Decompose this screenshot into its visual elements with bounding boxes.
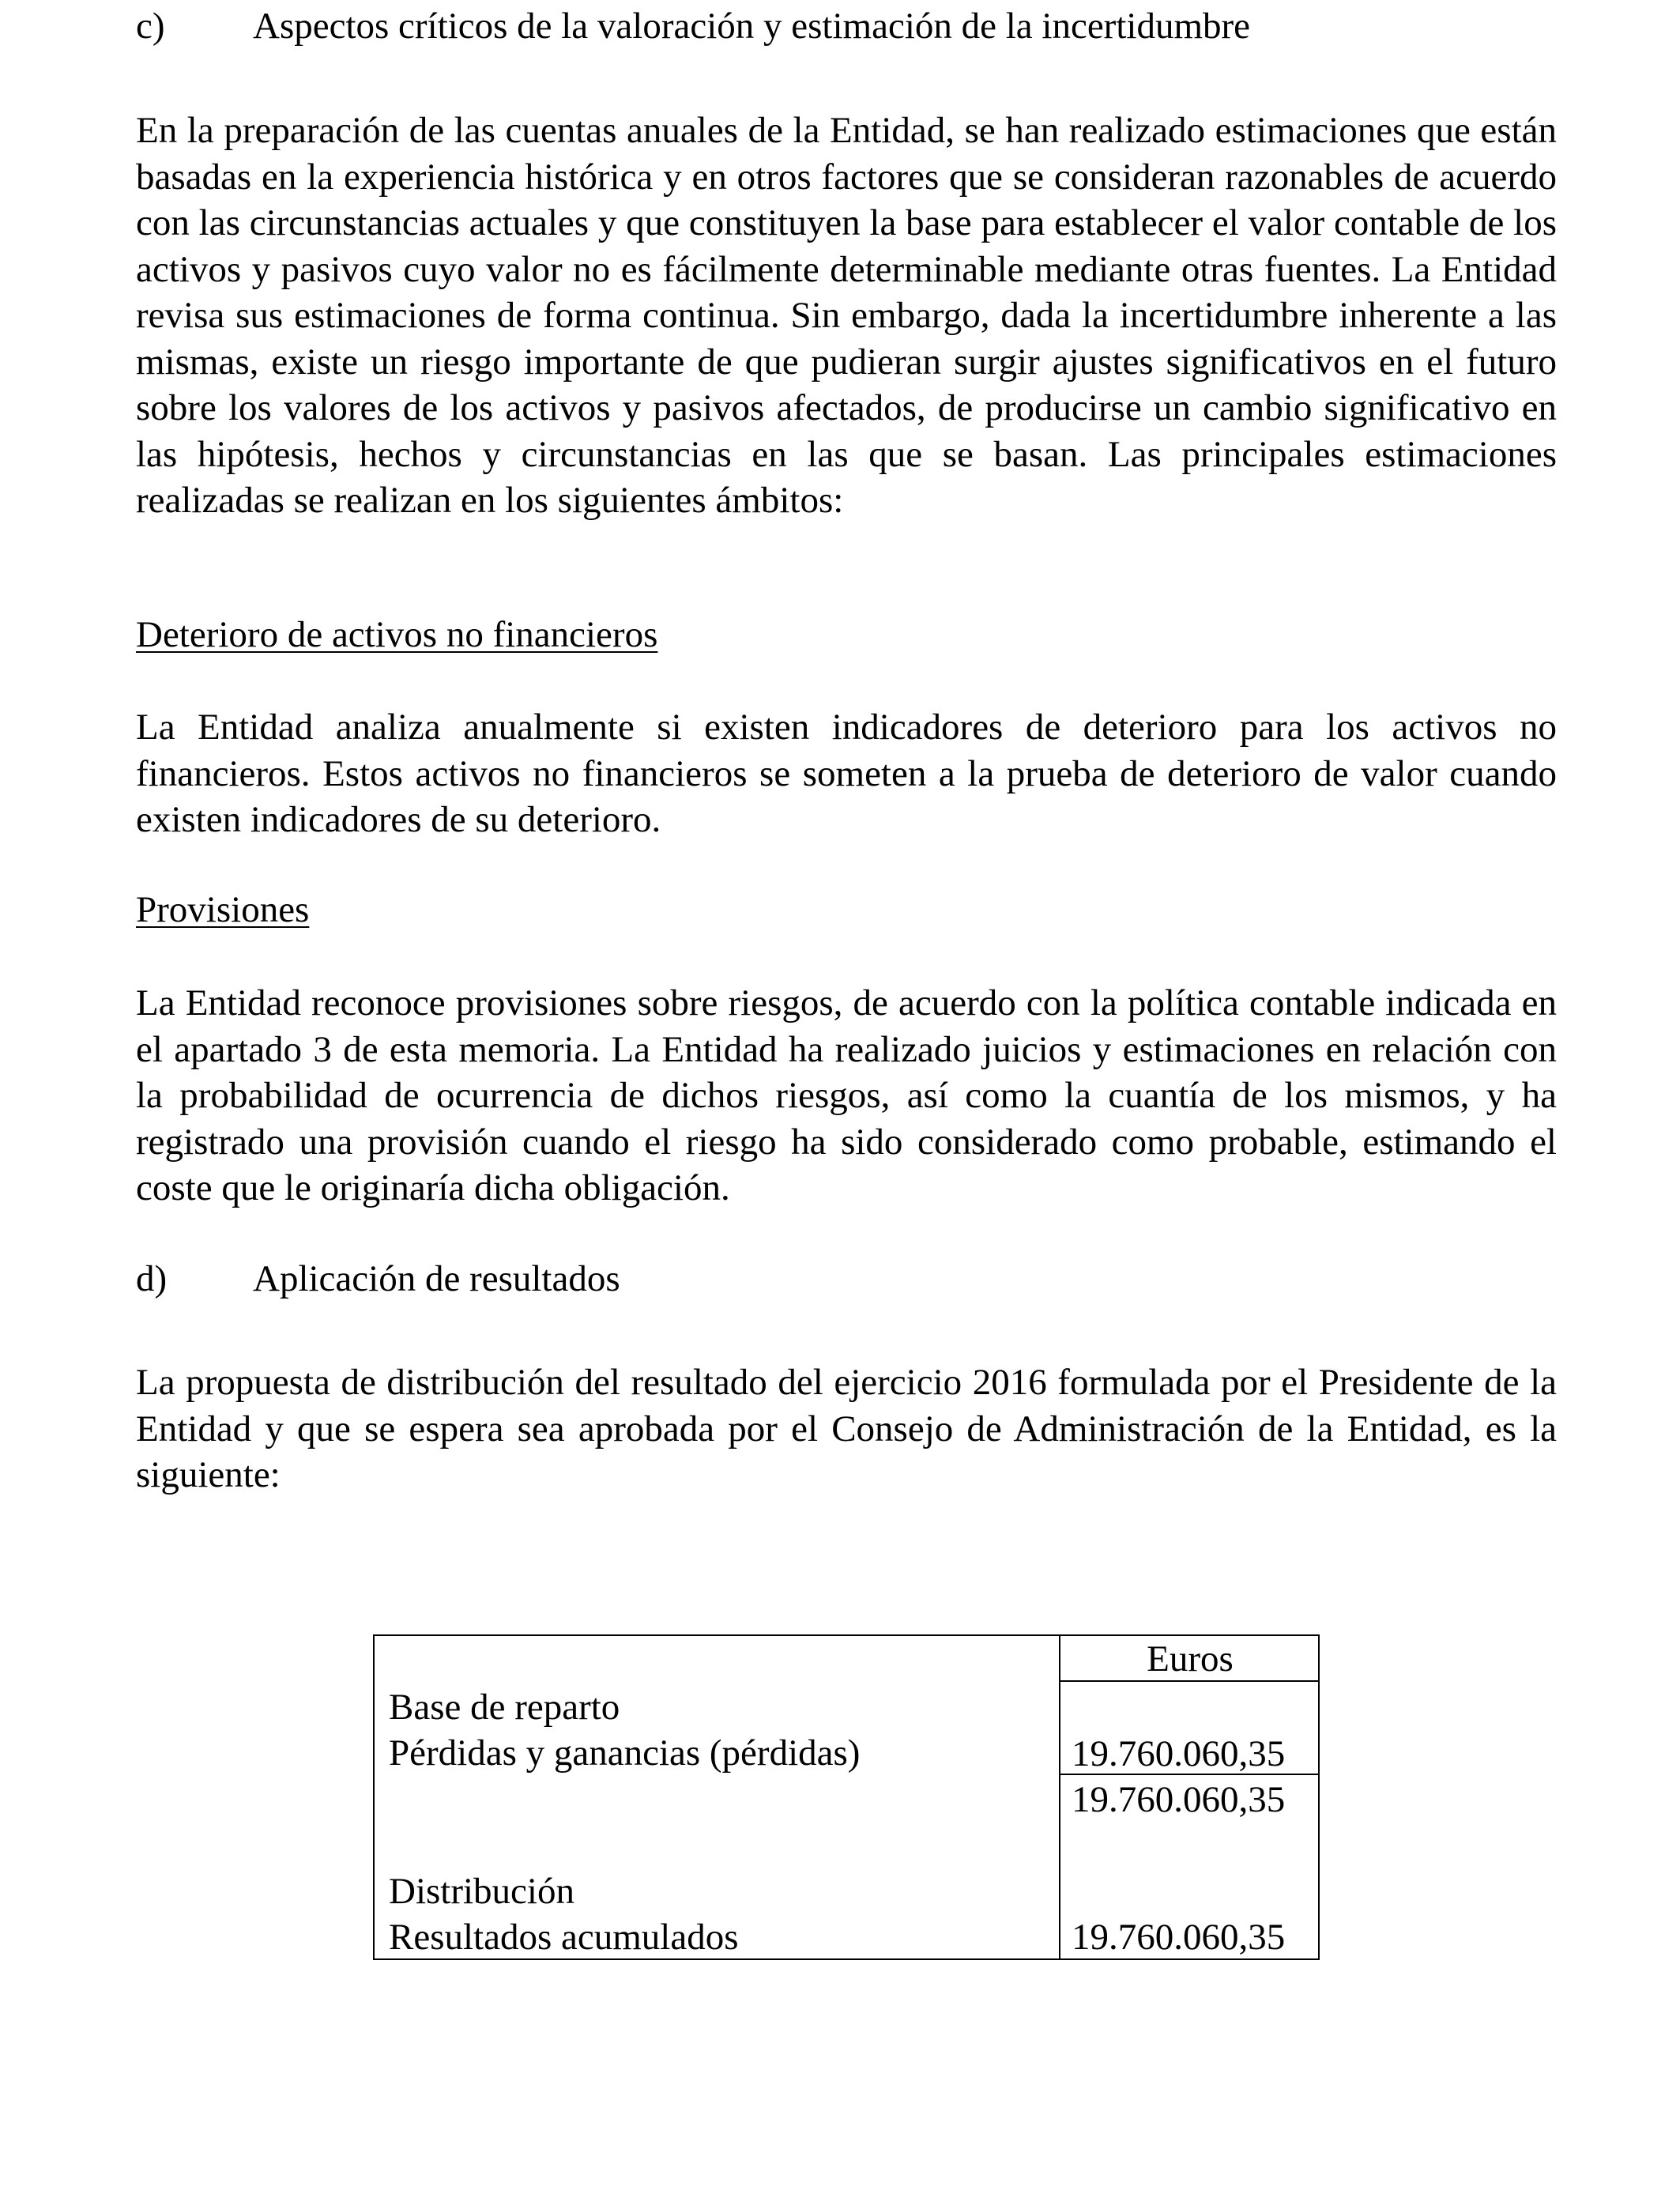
resultados-acumulados-amount: 19.760.060,35 <box>1072 1917 1286 1958</box>
section-d-number: d) <box>136 1258 168 1299</box>
perdidas-ganancias-amount: 19.760.060,35 <box>1072 1733 1286 1774</box>
section-c-paragraph: En la preparación de las cuentas anuales de la Entidad, se han realizado estimaciones que están basadas en la experiencia histórica y en otros factores que se consideran razonables de acuerdo con las circunstancias actuales y que constituyen la base para establecer el valor contable de los activos y pasivos cuyo valor no es fácilmente determinable mediante otras fuentes. La Entidad revisa sus estimaciones de forma continua. Sin embargo, dada la incertidumbre inherente a las mismas, existe un riesgo importante de que pudieran surgir ajustes significativos en el futuro sobre los valores de los activos y pasivos afectados, de producirse un cambio significativo en las hipótesis, hechos y circunstancias en las que se basan. Las principales estimaciones realizadas se realizan en los siguientes ámbitos: <box>136 110 1557 521</box>
resultados-acumulados-label: Resultados acumulados <box>389 1917 739 1958</box>
section-c-title: Aspectos críticos de la valoración y estimación de la incertidumbre <box>253 6 1251 47</box>
section-c-heading <box>136 3 1250 49</box>
results-table <box>373 1634 1320 1960</box>
section-d-paragraph: La propuesta de distribución del resultado del ejercicio 2016 formulada por el Presidente de la Entidad y que se espera sea aprobada por el Consejo de Administración de la Entidad, es la siguiente: <box>136 1362 1557 1495</box>
base-reparto-total: 19.760.060,35 <box>1072 1779 1286 1820</box>
provisiones-paragraph: La Entidad reconoce provisiones sobre riesgos, de acuerdo con la política contable indicada en el apartado 3 de esta memoria. La Entidad ha realizado juicios y estimaciones en relación con la probabilidad de ocurrencia de dichos riesgos, así como la cuantía de los mismos, y ha registrado una provisión cuando el riesgo ha sido considerado como probable, estimando el coste que le originaría dicha obligación. <box>136 982 1557 1208</box>
section-c-number: c) <box>136 6 165 47</box>
section-d-title: Aplicación de resultados <box>253 1258 620 1299</box>
distribucion-label: Distribución <box>389 1871 574 1912</box>
column-divider <box>1059 1636 1060 1958</box>
base-reparto-label: Base de reparto <box>389 1687 620 1728</box>
deterioro-subheading: Deterioro de activos no financieros <box>136 614 658 655</box>
provisiones-subheading: Provisiones <box>136 889 310 930</box>
section-d-heading <box>136 1256 620 1302</box>
euros-header: Euros <box>1147 1638 1234 1679</box>
perdidas-ganancias-label: Pérdidas y ganancias (pérdidas) <box>389 1732 861 1774</box>
deterioro-paragraph: La Entidad analiza anualmente si existen indicadores de deterioro para los activos no financieros. Estos activos no financieros se someten a la prueba de deterioro de valor cuando existen indicadores de su deterioro. <box>136 707 1557 840</box>
